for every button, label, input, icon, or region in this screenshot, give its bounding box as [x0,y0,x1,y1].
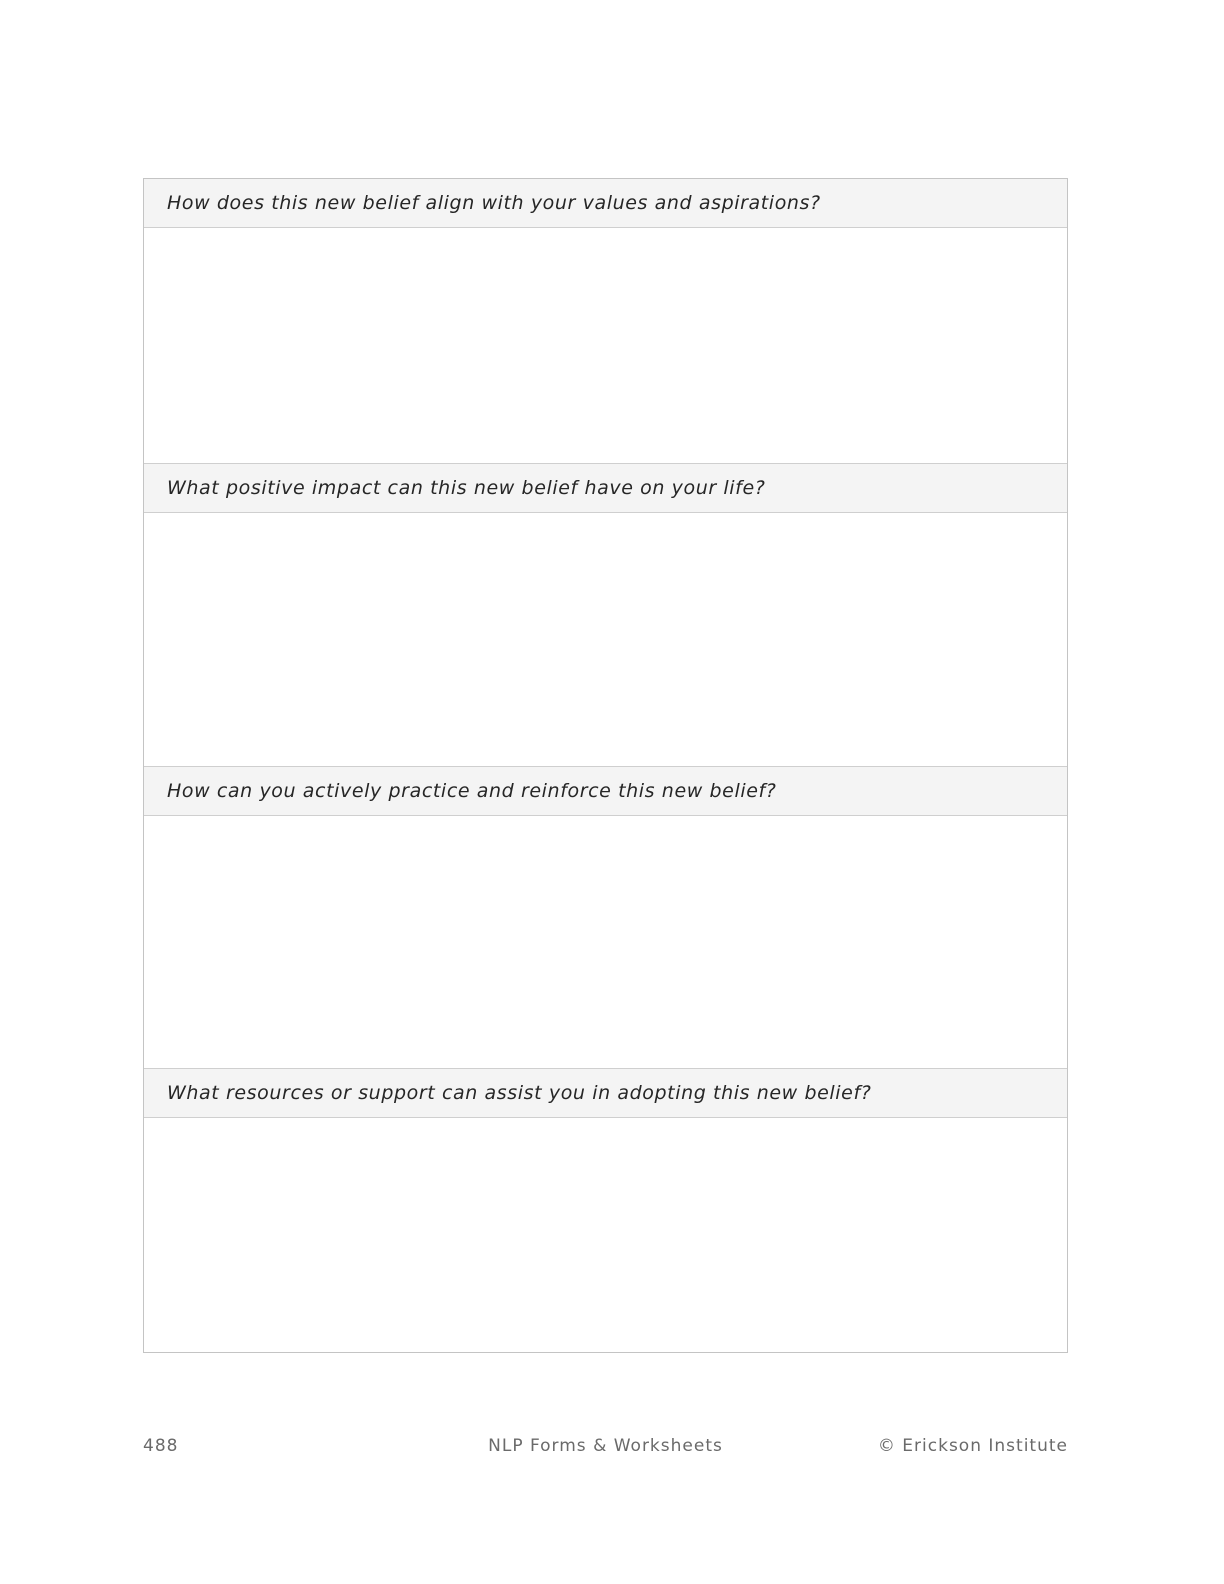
copyright-notice: © Erickson Institute [877,1436,1068,1456]
worksheet-form [143,178,1068,1353]
question-section-resources [144,1069,1067,1352]
page-number: 488 [143,1436,179,1456]
question-section-practice [144,767,1067,1069]
answer-area-values[interactable] [144,228,1067,464]
page-footer [143,1436,1068,1460]
question-label: How does this new belief align with your values and aspirations? [144,179,1067,228]
question-label: How can you actively practice and reinforce this new belief? [144,767,1067,816]
answer-area-impact[interactable] [144,513,1067,767]
question-section-values [144,179,1067,464]
answer-area-resources[interactable] [144,1118,1067,1352]
document-title: NLP Forms & Worksheets [488,1436,723,1456]
question-label: What resources or support can assist you in adopting this new belief? [144,1069,1067,1118]
answer-area-practice[interactable] [144,816,1067,1069]
question-label: What positive impact can this new belief have on your life? [144,464,1067,513]
question-section-impact [144,464,1067,767]
